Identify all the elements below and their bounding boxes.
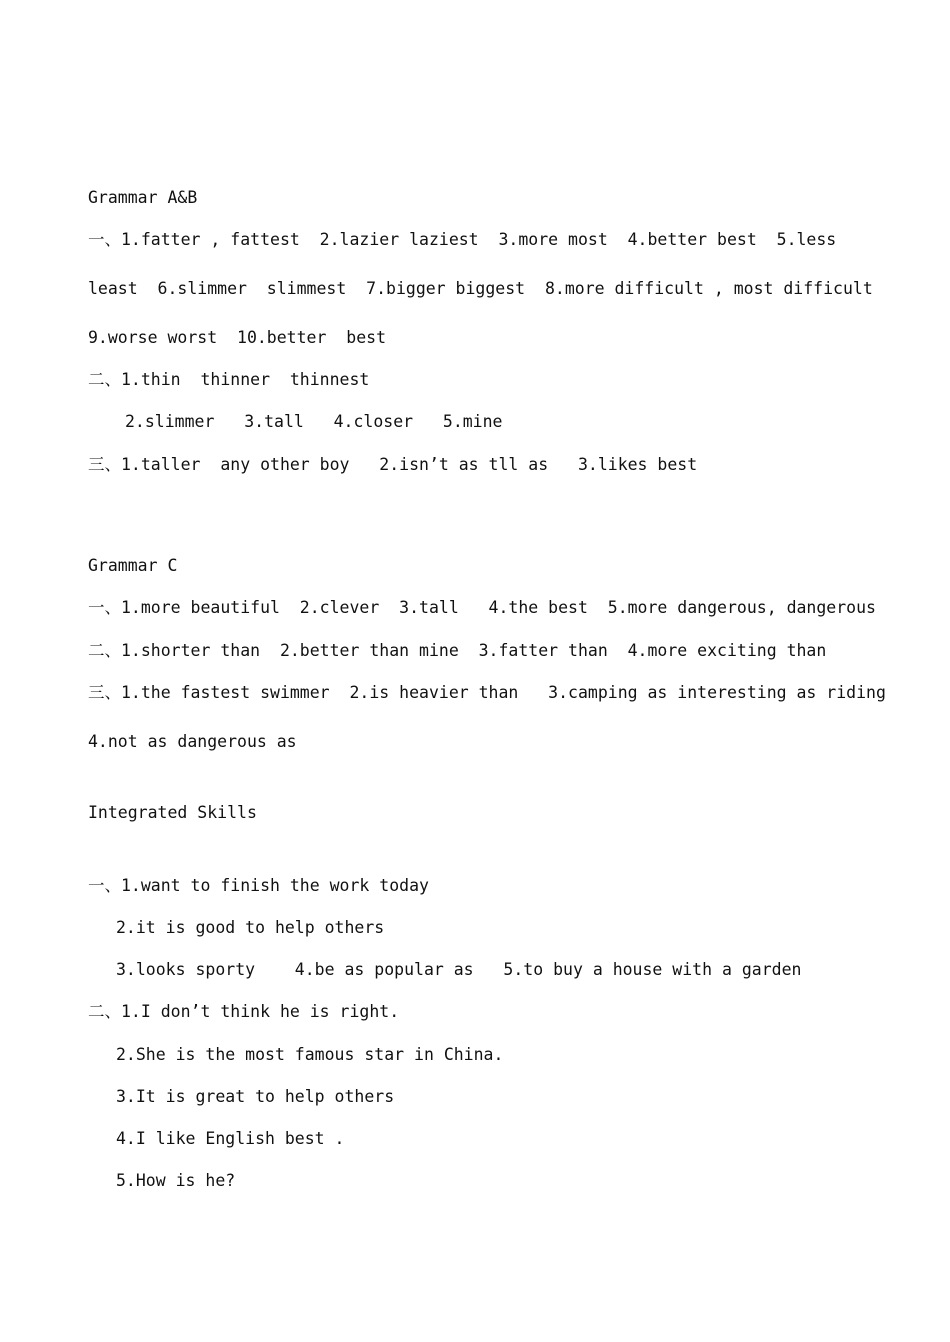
answer-line: 2.She is the most famous star in China. [116,1045,504,1064]
answer-line: 一、1.fatter , fattest 2.lazier laziest 3.more most 4.better best 5.less [88,230,837,249]
section-title-grammar-ab: Grammar A&B [88,188,198,207]
answer-line: 2.it is good to help others [116,918,385,937]
section-title-grammar-c: Grammar C [88,556,178,575]
answer-line: 9.worse worst 10.better best [88,328,387,347]
answer-line: 3.It is great to help others [116,1087,395,1106]
answer-line: 三、1.the fastest swimmer 2.is heavier than 3.camping as interesting as riding [88,683,886,702]
answer-line: 一、1.want to finish the work today [88,876,429,895]
answer-line: least 6.slimmer slimmest 7.bigger biggest 8.more difficult , most difficult [88,279,873,298]
section-title-integrated-skills: Integrated Skills [88,803,257,822]
answer-line: 4.I like English best . [116,1129,345,1148]
answer-line: 二、1.I don’t think he is right. [88,1002,400,1021]
answer-line: 三、1.taller any other boy 2.isn’t as tll as 3.likes best [88,455,698,474]
answer-line: 一、1.more beautiful 2.clever 3.tall 4.the best 5.more dangerous, dangerous [88,598,876,617]
answer-line: 4.not as dangerous as [88,732,297,751]
answer-line: 2.slimmer 3.tall 4.closer 5.mine [125,412,503,431]
answer-line: 二、1.shorter than 2.better than mine 3.fatter than 4.more exciting than [88,641,827,660]
answer-line: 二、1.thin thinner thinnest [88,370,370,389]
answer-line: 3.looks sporty 4.be as popular as 5.to buy a house with a garden [116,960,802,979]
answer-line: 5.How is he? [116,1171,236,1190]
